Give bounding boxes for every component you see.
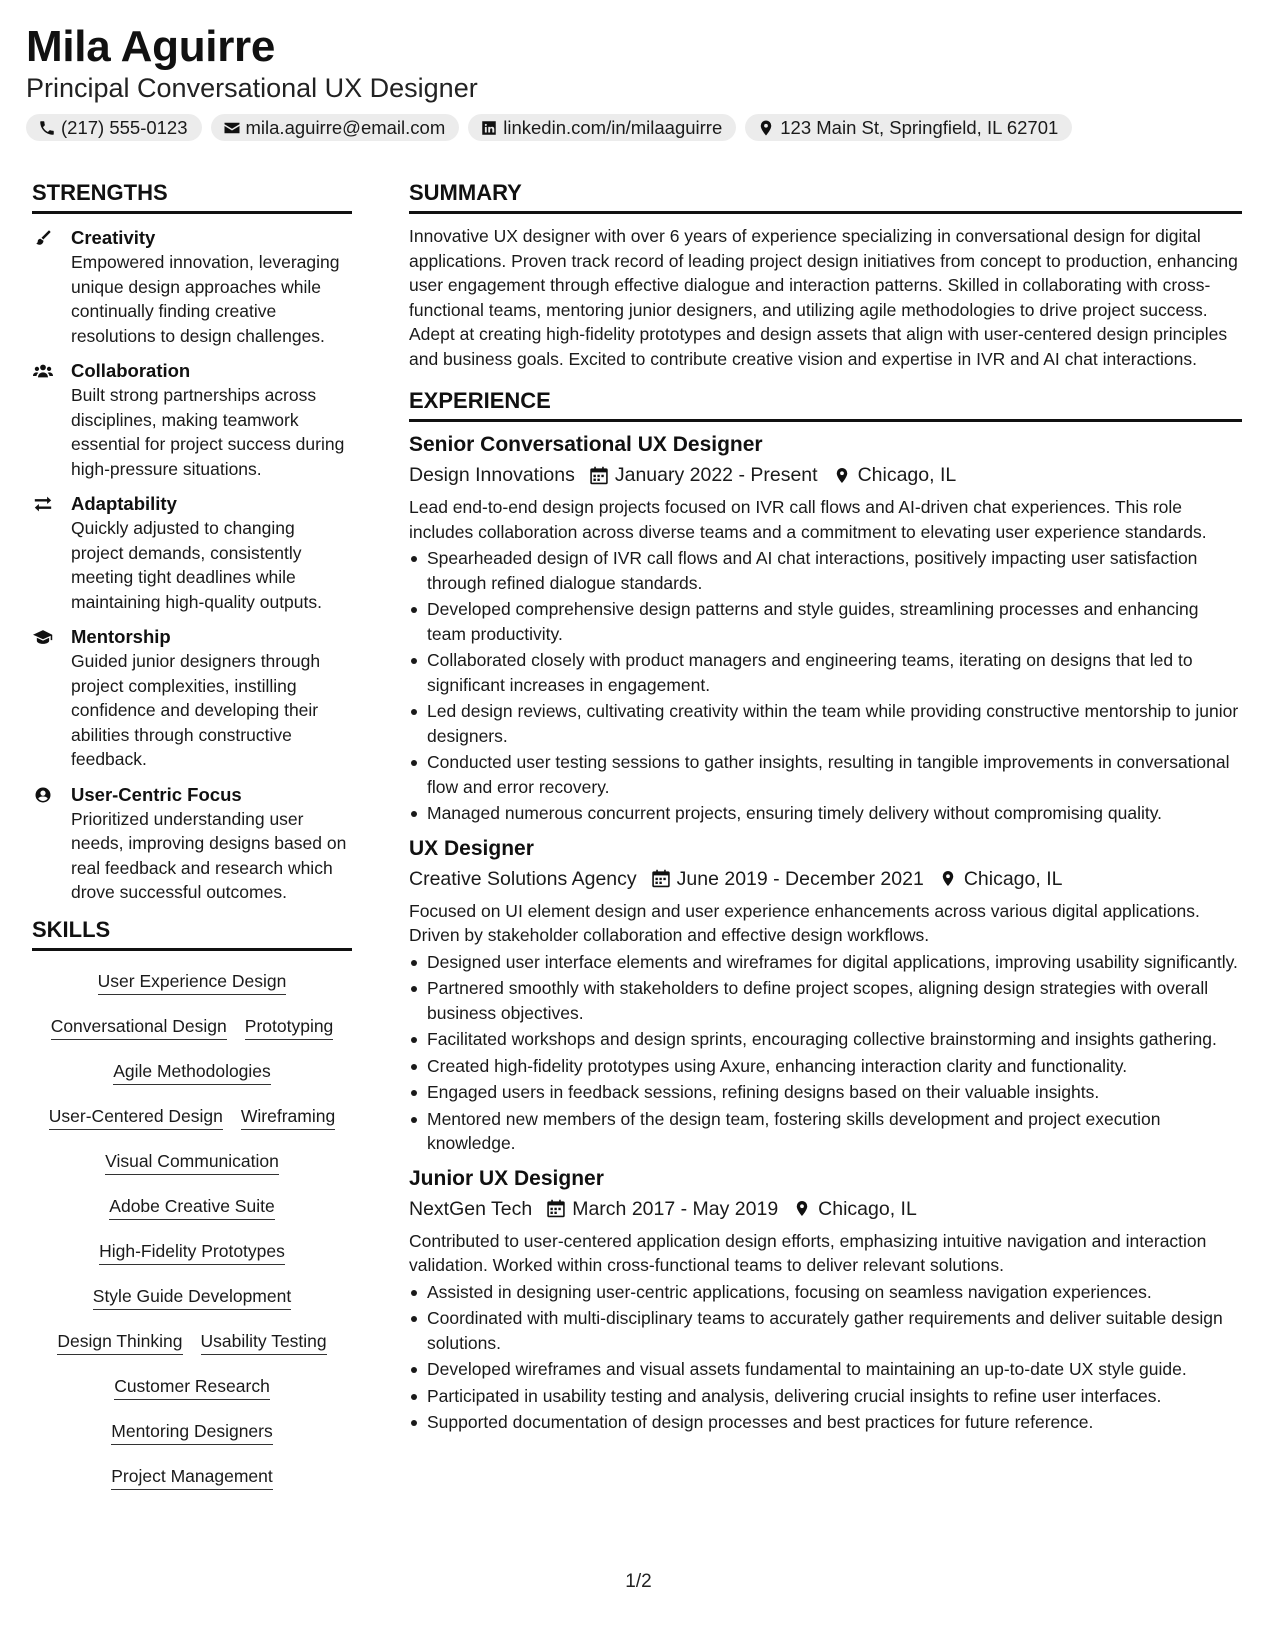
skill-row xyxy=(57,1320,326,1365)
users-icon xyxy=(32,361,54,381)
strength-item xyxy=(32,625,352,772)
skill-tag: Prototyping xyxy=(245,1015,334,1040)
page-number-text: 1/2 xyxy=(625,1571,652,1592)
strength-title: Mentorship xyxy=(71,626,171,647)
contact-address xyxy=(745,114,1072,141)
job-description: Focused on UI element design and user experience enhancements across various digital applications. Driven by stakeholder collaboration and effective design workflows. xyxy=(409,900,1200,945)
job-company: NextGen Tech xyxy=(409,1197,533,1220)
contact-email-text: mila.aguirre@email.com xyxy=(245,116,446,138)
job-meta xyxy=(409,461,1242,489)
skill-row xyxy=(98,960,287,1005)
contact-bar xyxy=(26,114,1072,141)
paintbrush-icon xyxy=(32,228,54,248)
job-bullets xyxy=(409,950,1242,1156)
skill-row xyxy=(105,1140,279,1185)
list-item: Collaborated closely with product managers and engineering teams, iterating on designs that led to significant increases in engagement. xyxy=(409,648,1242,697)
strength-item xyxy=(32,359,352,481)
summary-heading: SUMMARY xyxy=(409,180,1242,214)
strength-item xyxy=(32,492,352,614)
skill-tag: Wireframing xyxy=(241,1105,335,1130)
list-item: Assisted in designing user-centric applications, focusing on seamless navigation experiences. xyxy=(409,1280,1242,1305)
skill-row xyxy=(51,1005,334,1050)
strength-description: Empowered innovation, leveraging unique design approaches while continually finding creative resolutions to design challenges. xyxy=(71,252,340,346)
skill-tag: Visual Communication xyxy=(105,1150,279,1175)
envelope-icon xyxy=(223,119,241,137)
contact-address-text: 123 Main St, Springfield, IL 62701 xyxy=(780,116,1059,138)
left-column xyxy=(32,180,352,1500)
skill-row xyxy=(99,1230,285,1275)
job-title: Junior UX Designer xyxy=(409,1166,604,1190)
job-title: UX Designer xyxy=(409,836,534,860)
graduation-cap-icon xyxy=(32,627,54,647)
skill-tag: Style Guide Development xyxy=(93,1285,291,1310)
right-column xyxy=(409,180,1242,1437)
skill-row xyxy=(109,1185,274,1230)
user-circle-icon xyxy=(32,785,54,805)
skill-row xyxy=(93,1275,291,1320)
candidate-name: Mila Aguirre xyxy=(26,22,276,71)
skill-row xyxy=(113,1050,271,1095)
skill-tag: High-Fidelity Prototypes xyxy=(99,1240,285,1265)
job-company: Creative Solutions Agency xyxy=(409,867,637,890)
job-bullets xyxy=(409,1280,1242,1435)
skills-heading: SKILLS xyxy=(32,917,352,951)
job-meta xyxy=(409,1195,1242,1223)
skill-row xyxy=(49,1095,335,1140)
job-location: Chicago, IL xyxy=(963,867,1063,890)
strength-title: Adaptability xyxy=(71,493,177,514)
list-item: Coordinated with multi-disciplinary teams to accurately gather requirements and deliver suitable design solutions. xyxy=(409,1306,1242,1355)
skill-tag: Design Thinking xyxy=(57,1330,182,1355)
skill-tag: Agile Methodologies xyxy=(113,1060,271,1085)
strength-description: Prioritized understanding user needs, improving designs based on real feedback and research which drove successful outcomes. xyxy=(71,808,347,902)
list-item: Engaged users in feedback sessions, refining designs based on their valuable insights. xyxy=(409,1080,1242,1105)
job-dates: March 2017 - May 2019 xyxy=(572,1197,779,1220)
strength-description: Quickly adjusted to changing project demands, consistently meeting tight deadlines while maintaining high-quality outputs. xyxy=(71,518,322,612)
list-item: Conducted user testing sessions to gather insights, resulting in tangible improvements in conversational flow and error recovery. xyxy=(409,750,1242,799)
linkedin-icon xyxy=(480,119,498,137)
skill-tag: User Experience Design xyxy=(98,970,287,995)
skill-row xyxy=(111,1410,272,1455)
job-entry xyxy=(409,431,1242,826)
strength-title: Collaboration xyxy=(71,360,191,381)
job-location: Chicago, IL xyxy=(818,1197,917,1220)
calendar-icon xyxy=(547,1199,565,1218)
skill-tag: Conversational Design xyxy=(51,1015,227,1040)
strengths-heading: STRENGTHS xyxy=(32,180,352,214)
list-item: Managed numerous concurrent projects, ensuring timely delivery without compromising quality. xyxy=(409,801,1242,826)
skill-row xyxy=(114,1365,270,1410)
list-item: Led design reviews, cultivating creativity within the team while providing constructive mentorship to junior designers. xyxy=(409,699,1242,748)
strength-item xyxy=(32,226,352,348)
skill-tag: Customer Research xyxy=(114,1375,270,1400)
skill-row xyxy=(111,1455,272,1500)
map-pin-icon xyxy=(757,119,775,137)
contact-phone[interactable] xyxy=(26,114,202,141)
contact-phone-text: (217) 555-0123 xyxy=(61,116,188,138)
strength-title: User-Centric Focus xyxy=(71,783,242,805)
strength-description: Guided junior designers through project complexities, instilling confidence and developing their abilities through constructive feedback. xyxy=(71,651,321,769)
strengths-list xyxy=(32,226,352,905)
contact-email[interactable] xyxy=(211,114,460,141)
job-description: Lead end-to-end design projects focused on IVR call flows and AI-driven chat experiences. This role includes collaboration across diverse teams and a commitment to elevating user experience standards. xyxy=(409,497,1207,542)
list-item: Spearheaded design of IVR call flows and AI chat interactions, positively impacting user satisfaction through refined dialogue standards. xyxy=(409,546,1242,595)
candidate-title: Principal Conversational UX Designer xyxy=(26,73,478,103)
summary-text: Innovative UX designer with over 6 years of experience specializing in conversational design for digital applications. Proven track record of leading project design initiatives from concept to production, enhancing user engagement through effective dialogue and interaction patterns. Skilled in collaborating with cross-functional teams, mentoring junior designers, and utilizing agile methodologies to drive project success. Adept at creating high-fidelity prototypes and design assets that align with user-centered design principles and business goals. Excited to contribute creative vision and expertise in IVR and AI chat interactions. xyxy=(409,226,1238,369)
list-item: Developed comprehensive design patterns and style guides, streamlining processes and enhancing team productivity. xyxy=(409,597,1242,646)
skill-tag: Project Management xyxy=(111,1465,272,1490)
map-pin-icon xyxy=(793,1199,811,1218)
list-item: Created high-fidelity prototypes using Axure, enhancing interaction clarity and functionality. xyxy=(409,1054,1242,1079)
list-item: Facilitated workshops and design sprints, encouraging collective brainstorming and insights gathering. xyxy=(409,1027,1242,1052)
job-entry xyxy=(409,1165,1242,1435)
job-description: Contributed to user-centered application design efforts, emphasizing intuitive navigation and interaction validation. Worked within cross-functional teams to deliver relevant solutions. xyxy=(409,1230,1207,1275)
calendar-icon xyxy=(590,466,608,485)
job-dates: June 2019 - December 2021 xyxy=(676,867,924,890)
page-number xyxy=(0,1571,1275,1593)
job-title: Senior Conversational UX Designer xyxy=(409,433,763,456)
strength-item xyxy=(32,783,352,905)
skill-tag: Adobe Creative Suite xyxy=(109,1195,274,1220)
arrows-exchange-icon xyxy=(32,494,54,514)
skills-list xyxy=(32,960,352,1500)
strength-title: Creativity xyxy=(71,227,156,248)
job-company: Design Innovations xyxy=(409,464,575,486)
calendar-icon xyxy=(652,869,670,888)
list-item: Designed user interface elements and wireframes for digital applications, improving usability significantly. xyxy=(409,950,1242,975)
list-item: Developed wireframes and visual assets fundamental to maintaining an up-to-date UX style guide. xyxy=(409,1357,1242,1382)
job-entry xyxy=(409,835,1242,1156)
phone-icon xyxy=(38,119,56,137)
list-item: Participated in usability testing and analysis, delivering crucial insights to refine user interfaces. xyxy=(409,1384,1242,1409)
list-item: Partnered smoothly with stakeholders to define project scopes, aligning design strategies with overall business objectives. xyxy=(409,976,1242,1025)
skill-tag: User-Centered Design xyxy=(49,1105,223,1130)
experience-heading: EXPERIENCE xyxy=(409,388,1242,422)
job-location: Chicago, IL xyxy=(857,464,957,486)
map-pin-icon xyxy=(939,869,957,888)
job-dates: January 2022 - Present xyxy=(614,464,818,486)
contact-linkedin[interactable] xyxy=(468,114,736,141)
strength-description: Built strong partnerships across disciplines, making teamwork essential for project success during high-pressure situations. xyxy=(71,385,345,479)
list-item: Mentored new members of the design team, fostering skills development and project execution knowledge. xyxy=(409,1107,1242,1156)
list-item: Supported documentation of design processes and best practices for future reference. xyxy=(409,1410,1242,1435)
job-meta xyxy=(409,865,1242,893)
job-bullets xyxy=(409,546,1242,826)
skill-tag: Usability Testing xyxy=(201,1330,327,1355)
map-pin-icon xyxy=(833,466,851,485)
contact-linkedin-text: linkedin.com/in/milaaguirre xyxy=(503,116,723,138)
skill-tag: Mentoring Designers xyxy=(111,1420,272,1445)
